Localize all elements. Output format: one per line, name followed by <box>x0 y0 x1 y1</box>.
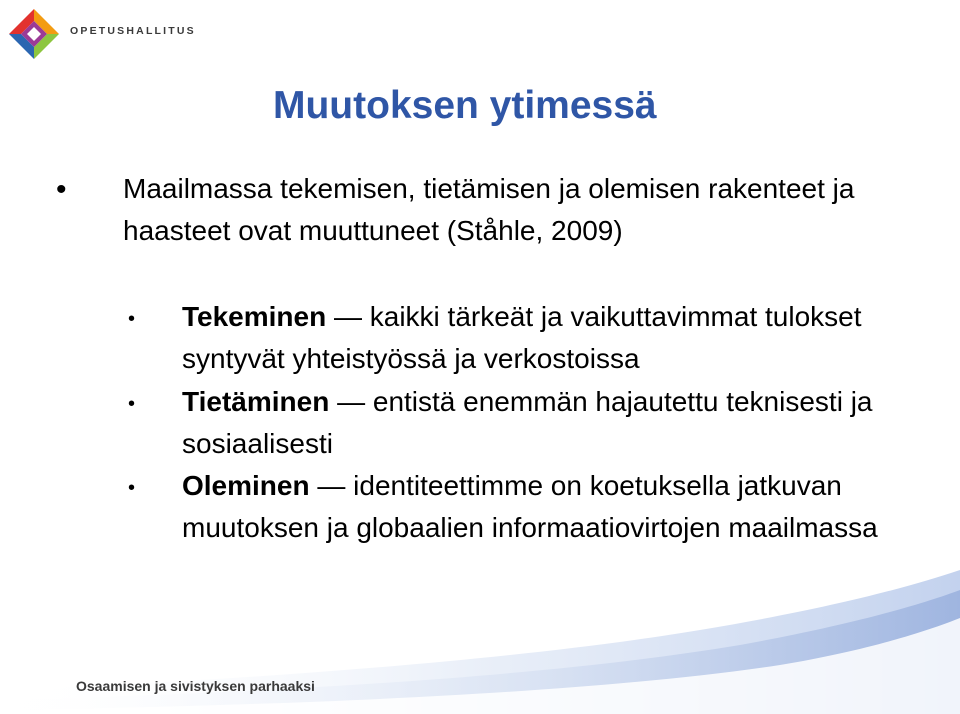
sub-bullet-text: — entistä enemmän hajautettu teknisesti ja sosiaalisesti <box>182 386 873 459</box>
slide-title: Muutoksen ytimessä <box>273 84 657 127</box>
bullet-dot-icon: • <box>128 393 136 415</box>
main-bullet-text: Maailmassa tekemisen, tietämisen ja olemisen rakenteet ja haasteet ovat muuttuneet (Ståhle, 2009) <box>123 173 855 246</box>
sub-bullet-term: Tietäminen <box>182 386 330 417</box>
brand-name: OPETUSHALLITUS <box>70 25 196 37</box>
footer-slogan: Osaamisen ja sivistyksen parhaaksi <box>76 678 315 694</box>
sub-bullet-text: — kaikki tärkeät ja vaikuttavimmat tulokset syntyvät yhteistyössä ja verkostoissa <box>182 301 862 374</box>
bullet-dot-icon: • <box>128 308 136 330</box>
sub-bullet-text: — identiteettimme on koetuksella jatkuvan muutoksen ja globaalien informaatiovirtojen maailmassa <box>182 470 878 543</box>
sub-bullet-tietaminen <box>182 381 902 465</box>
sub-bullet-oleminen <box>182 465 902 549</box>
sub-bullet-tekeminen <box>182 296 902 380</box>
sub-bullet-term: Tekeminen <box>182 301 327 332</box>
bullet-dot-icon: • <box>128 477 136 499</box>
sub-bullet-term: Oleminen <box>182 470 310 501</box>
bullet-dot-icon: • <box>56 173 67 206</box>
